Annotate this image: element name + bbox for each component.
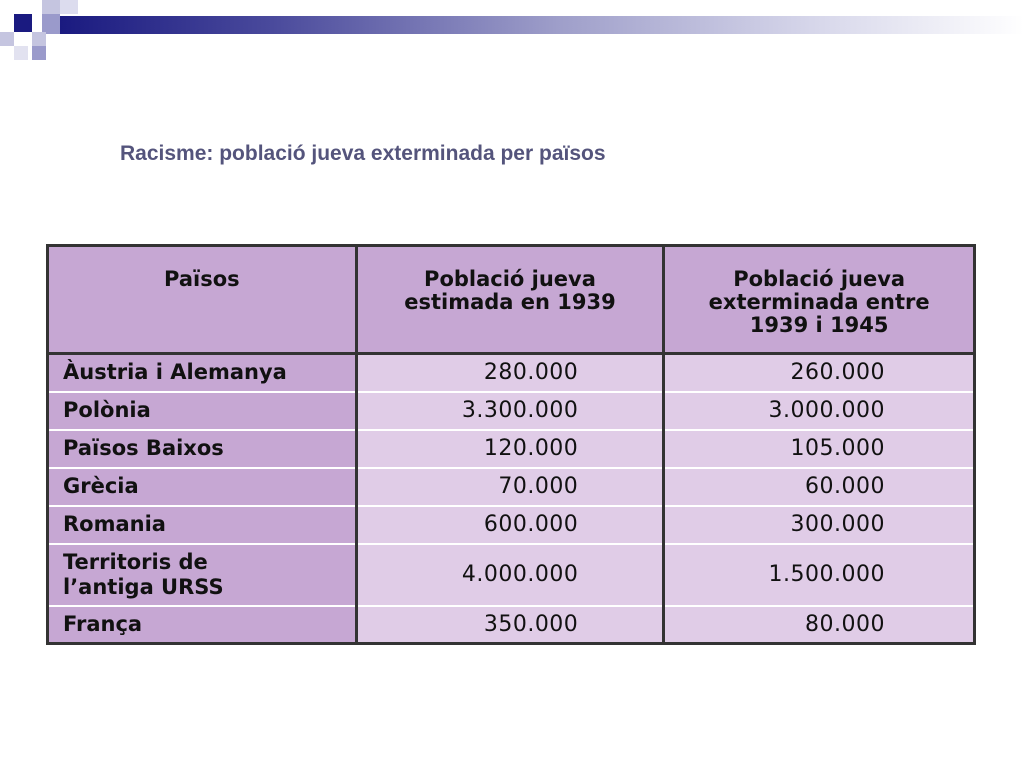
decorative-square	[14, 14, 32, 32]
table-row	[48, 468, 975, 506]
table-row	[48, 430, 975, 468]
population-cell: 3.300.000	[356, 392, 664, 430]
table-row	[48, 544, 975, 606]
table-row	[48, 606, 975, 644]
header-population-line: Població jueva	[424, 267, 596, 291]
header-exterminated-line: exterminada entre	[708, 290, 930, 314]
table-row	[48, 506, 975, 544]
population-cell: 4.000.000	[356, 544, 664, 606]
country-cell: França	[48, 606, 357, 644]
decorative-square	[42, 14, 60, 34]
country-cell: Romania	[48, 506, 357, 544]
header-population-1939	[356, 246, 664, 354]
exterminated-cell: 80.000	[664, 606, 975, 644]
population-cell: 120.000	[356, 430, 664, 468]
header-country-label: Països	[164, 267, 240, 291]
table-row	[48, 354, 975, 392]
table-header-row	[48, 246, 975, 354]
population-cell: 280.000	[356, 354, 664, 392]
exterminated-cell: 1.500.000	[664, 544, 975, 606]
population-cell: 350.000	[356, 606, 664, 644]
exterminated-cell: 3.000.000	[664, 392, 975, 430]
header-exterminated-line: 1939 i 1945	[749, 313, 889, 337]
decorative-square	[32, 46, 46, 60]
country-cell-line: l’antiga URSS	[63, 574, 224, 599]
country-cell: Països Baixos	[48, 430, 357, 468]
decorative-square	[14, 46, 28, 60]
header-exterminated-line: Població jueva	[733, 267, 906, 291]
header-population-line: estimada en 1939	[404, 290, 616, 314]
decorative-square	[0, 32, 14, 46]
decorative-square	[32, 32, 46, 46]
country-cell: Grècia	[48, 468, 357, 506]
decorative-square	[42, 0, 60, 14]
country-cell: Polònia	[48, 392, 357, 430]
title-bar-decoration	[0, 0, 1024, 64]
slide-title: Racisme: població jueva exterminada per països	[120, 142, 606, 165]
population-table	[46, 244, 976, 645]
country-cell	[48, 544, 357, 606]
exterminated-cell: 105.000	[664, 430, 975, 468]
decorative-square	[60, 0, 78, 14]
exterminated-cell: 260.000	[664, 354, 975, 392]
country-cell-line: Territoris de	[63, 549, 208, 574]
header-exterminated	[664, 246, 975, 354]
population-cell: 600.000	[356, 506, 664, 544]
title-bar-gradient	[60, 16, 1024, 34]
table-row	[48, 392, 975, 430]
exterminated-cell: 60.000	[664, 468, 975, 506]
country-cell: Àustria i Alemanya	[48, 354, 357, 392]
exterminated-cell: 300.000	[664, 506, 975, 544]
header-country	[48, 246, 357, 354]
population-cell: 70.000	[356, 468, 664, 506]
